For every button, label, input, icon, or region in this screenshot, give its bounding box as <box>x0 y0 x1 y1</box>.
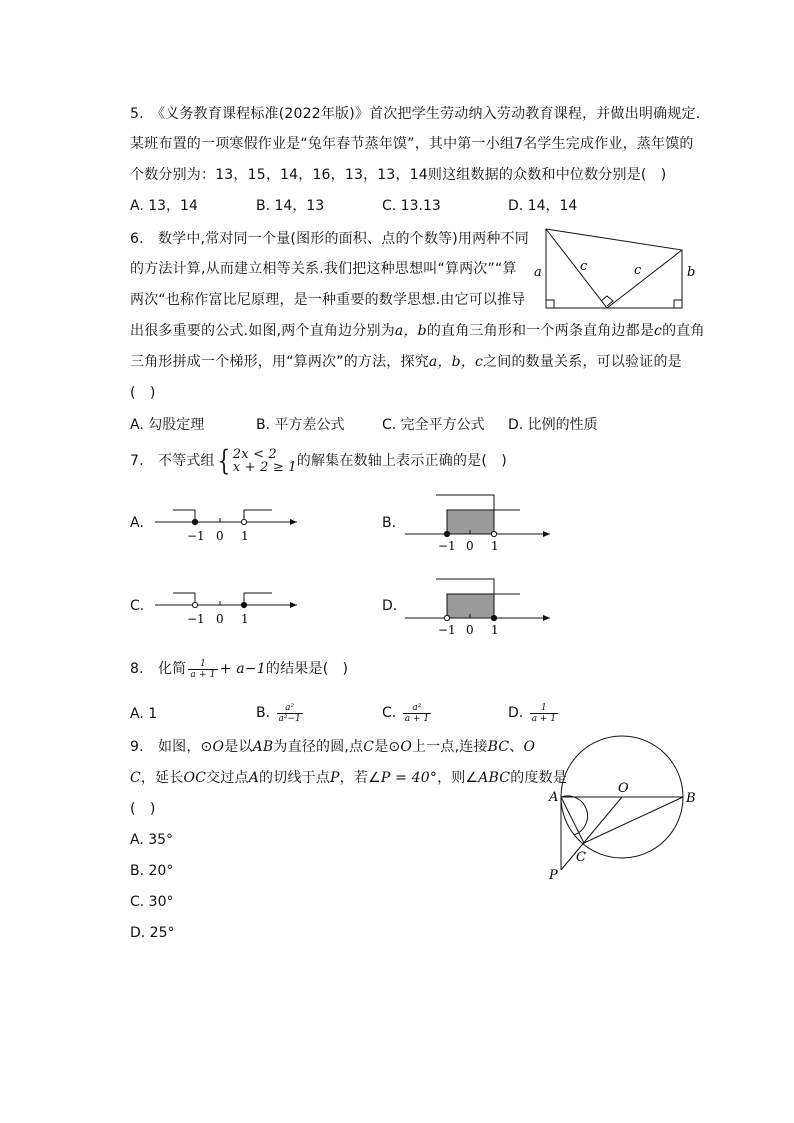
q8-frac-den: a + 1 <box>190 669 216 680</box>
q6-var-abc: a，b，c <box>428 354 484 370</box>
tick-1: 1 <box>241 529 249 543</box>
q6-line4-a: 出很多重要的公式.如图,两个直角边分别为 <box>130 323 395 339</box>
tick-neg1: −1 <box>187 612 205 626</box>
q8-option-c[interactable] <box>382 700 433 726</box>
q9-option-c[interactable]: C. 30° <box>130 894 174 910</box>
label-O: O <box>618 781 629 796</box>
q9-l1-e: 为直径的圆,点 <box>273 739 364 755</box>
q7-suffix: 的解集在数轴上表示正确的是( ) <box>296 453 507 469</box>
q9-l2-g: P <box>330 770 340 786</box>
frac-num: a² <box>277 703 303 714</box>
q8-option-b[interactable] <box>256 700 305 726</box>
tick-0: 0 <box>216 612 224 626</box>
q5-option-a[interactable]: A. 13，14 <box>130 198 198 214</box>
label-P: P <box>549 868 558 883</box>
q7-numberline-a[interactable] <box>150 500 300 548</box>
q5-line1: 5. 《义务教育课程标准(2022年版)》首次把学生劳动纳入劳动教育课程，并做出明确规定. <box>130 106 701 122</box>
q6-line3: 两次“也称作富比尼原理，是一种重要的数学思想.由它可以推导 <box>130 292 526 308</box>
q5-line3: 个数分别为：13，15，14，16，13，13，14则这组数据的众数和中位数分别是( ) <box>130 167 667 183</box>
q9-l2-d: 交过点 <box>206 770 249 786</box>
q6-var-ab: a，b <box>394 323 427 339</box>
label-C: C <box>576 850 586 865</box>
hypotenuse-left <box>546 229 607 308</box>
q6-option-a[interactable]: A. 勾股定理 <box>130 417 205 433</box>
q8-option-d-frac <box>530 703 558 724</box>
q8-option-c-frac <box>403 703 431 724</box>
frac-den: a²−1 <box>278 713 301 724</box>
tick-neg1: −1 <box>187 529 205 543</box>
q6-option-b[interactable]: B. 平方差公式 <box>256 417 345 433</box>
label-b: b <box>687 265 696 280</box>
q5-option-c[interactable]: C. 13.13 <box>382 198 441 214</box>
q6-line5-b: 之间的数量关系，可以验证的是 <box>483 354 682 370</box>
q7-numberline-d[interactable] <box>400 574 555 636</box>
q8-option-b-label: B. <box>256 705 271 721</box>
q9-l2-c: OC <box>183 770 207 786</box>
q6-line5 <box>130 352 682 372</box>
q9-l1-b: O <box>212 739 225 755</box>
q8-option-a[interactable]: A. 1 <box>130 706 158 722</box>
arc-ac <box>561 796 588 835</box>
line-bc <box>584 797 683 843</box>
q9-l2-j: ，则∠ <box>437 770 479 786</box>
q7-option-d[interactable]: D. <box>382 598 398 614</box>
q9-l1-l: O <box>523 739 536 755</box>
q9-l1-g: 是⊙ <box>374 739 401 755</box>
tick-1: 1 <box>491 623 499 636</box>
q7-prefix: 7. 不等式组 <box>130 453 215 469</box>
q9-line2 <box>130 768 567 788</box>
tick-0: 0 <box>466 539 474 552</box>
frac-num: a² <box>403 703 431 714</box>
q9-l1-i: 上一点,连接 <box>412 739 488 755</box>
frac-den: a + 1 <box>531 713 557 724</box>
q9-l2-k: ABC <box>478 770 511 786</box>
q9-l2-l: 的度数是 <box>510 770 568 786</box>
q9-l2-h: ，若∠ <box>339 770 381 786</box>
q9-l2-b: ，延长 <box>140 770 184 786</box>
q5-line2: 某班布置的一项寒假作业是“兔年春节蒸年馍”，其中第一小组7名学生完成作业，蒸年馍的 <box>130 136 694 152</box>
tick-1: 1 <box>491 539 499 552</box>
q6-line6: ( ) <box>130 385 156 401</box>
trapezoid-outline <box>546 229 682 308</box>
q6-line2: 的方法计算,从而建立相等关系.我们把这种思想叫“算两次”“算 <box>130 261 517 277</box>
q9-line1 <box>130 737 535 757</box>
q7-option-c[interactable]: C. <box>130 598 145 614</box>
q8-prefix: 8. 化简 <box>130 661 187 677</box>
hypotenuse-right <box>607 250 682 308</box>
right-angle-mark-right <box>674 300 682 308</box>
q9-l2-f: 的切线于点 <box>259 770 331 786</box>
q8-option-d[interactable] <box>508 700 560 726</box>
q9-l1-k: 、 <box>509 739 524 755</box>
q7-row1: 2x < 2 <box>232 447 278 462</box>
tick-0: 0 <box>466 623 474 636</box>
q9-line3: ( ) <box>130 801 156 817</box>
q7-numberline-b[interactable] <box>400 490 555 552</box>
q6-line4-c: 的直角 <box>662 323 705 339</box>
q6-option-c[interactable]: C. 完全平方公式 <box>382 417 485 433</box>
q6-line4-b: 的直角三角形和一个两条直角边都是 <box>426 323 655 339</box>
tick-neg1: −1 <box>438 623 456 636</box>
q7-option-b[interactable]: B. <box>382 515 397 531</box>
q9-l1-a: 9. 如图，⊙ <box>130 739 213 755</box>
q6-option-d[interactable]: D. 比例的性质 <box>508 417 598 433</box>
q9-option-b[interactable]: B. 20° <box>130 863 174 879</box>
label-c-right: c <box>634 263 642 278</box>
q9-l1-c: 是以 <box>224 739 253 755</box>
q9-l1-d: AB <box>252 739 274 755</box>
q9-l1-j: BC <box>487 739 510 755</box>
q6-line5-a: 三角形拼成一个梯形，用“算两次”的方法，探究 <box>130 354 429 370</box>
q7-numberline-c[interactable] <box>150 583 300 631</box>
q5-option-b[interactable]: B. 14，13 <box>256 198 325 214</box>
q9-option-d[interactable]: D. 25° <box>130 925 175 941</box>
q5-option-d[interactable]: D. 14，14 <box>508 198 578 214</box>
q8-option-d-label: D. <box>508 705 524 721</box>
tick-0: 0 <box>216 529 224 543</box>
label-B: B <box>686 791 696 806</box>
q6-var-c: c <box>654 323 663 339</box>
tick-1: 1 <box>241 612 249 626</box>
label-c-left: c <box>580 259 588 274</box>
q9-l1-h: O <box>400 739 413 755</box>
q7-row2: x + 2 ≥ 1 <box>232 460 297 475</box>
q8-option-c-label: C. <box>382 705 397 721</box>
q9-l2-a: C <box>130 770 141 786</box>
q6-trapezoid-figure <box>530 224 700 314</box>
q6-line4 <box>130 321 705 341</box>
q6-line1: 6. 数学中,常对同一个量(图形的面积、点的个数等)用两种不同 <box>130 231 529 247</box>
q7-stem <box>130 446 507 476</box>
q8-mid: + a−1 <box>219 661 266 677</box>
q8-fraction <box>188 659 217 680</box>
right-angle-mark-left <box>546 300 554 308</box>
line-op <box>561 797 622 870</box>
q9-l2-e: A <box>248 770 260 786</box>
q8-option-b-frac <box>277 703 303 724</box>
frac-den: a + 1 <box>404 713 430 724</box>
q9-option-a[interactable]: A. 35° <box>130 832 174 848</box>
q7-option-a[interactable]: A. <box>130 515 144 531</box>
label-a: a <box>534 265 542 280</box>
q9-circle-figure <box>540 735 700 885</box>
label-A: A <box>549 790 559 805</box>
line-ac <box>561 797 584 843</box>
frac-num: 1 <box>530 703 558 714</box>
tick-neg1: −1 <box>438 539 456 552</box>
q8-frac-num: 1 <box>188 659 217 670</box>
q9-l2-i: P = 40° <box>380 770 438 786</box>
q8-stem <box>130 657 348 681</box>
q8-suffix: 的结果是( ) <box>265 661 349 677</box>
q7-inequality-system <box>215 446 297 476</box>
q7-brace: { <box>217 444 231 477</box>
q9-l1-f: C <box>363 739 375 755</box>
